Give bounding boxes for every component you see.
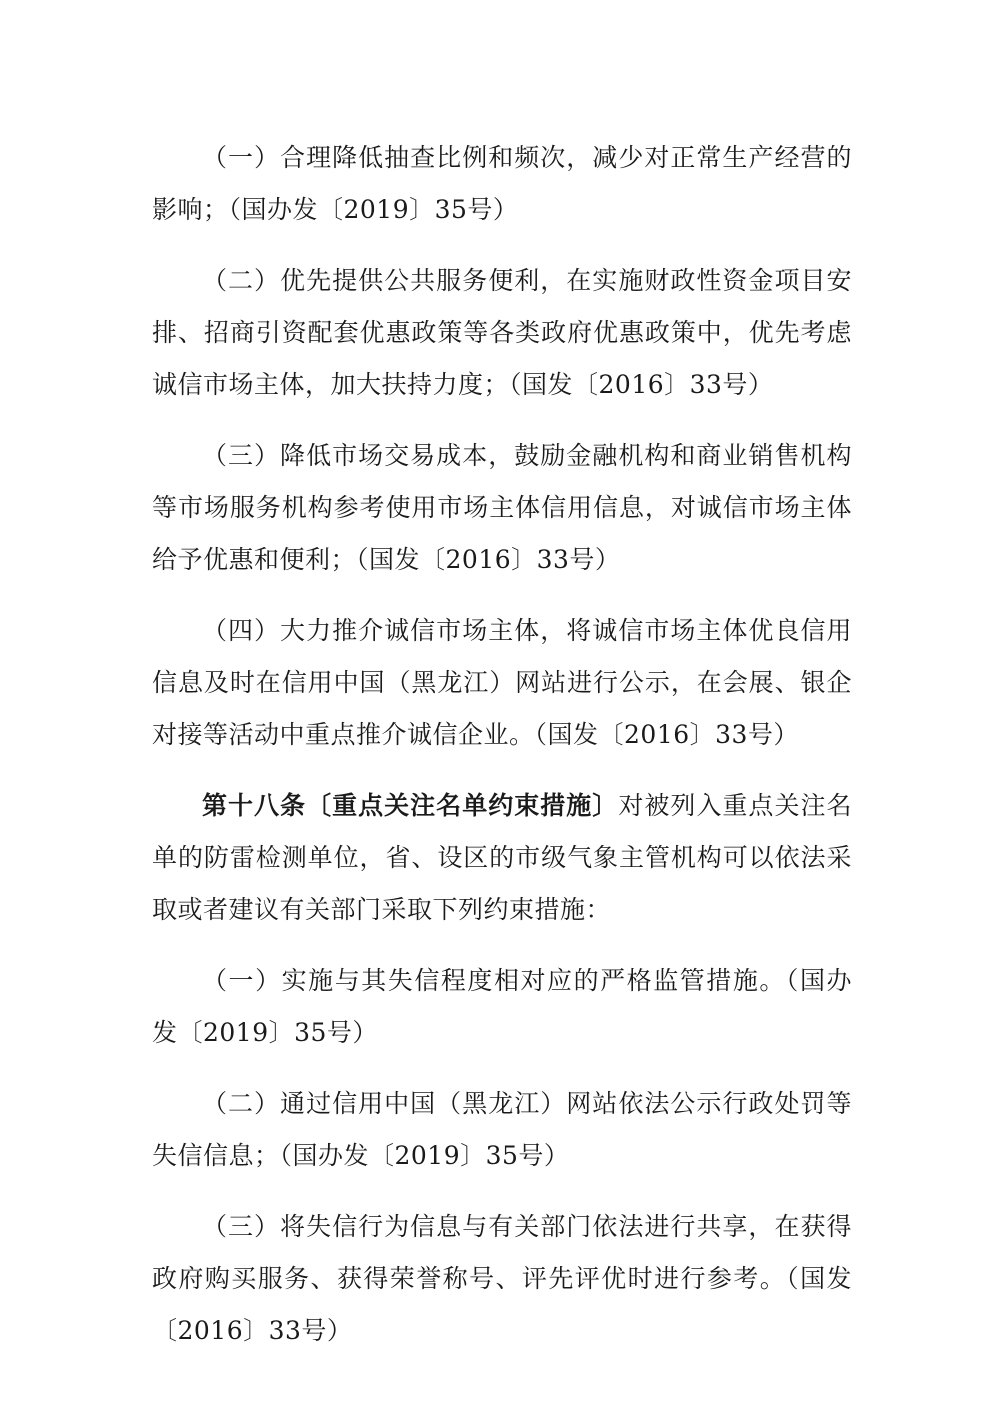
measure-item-2: （二）通过信用中国（黑龙江）网站依法公示行政处罚等失信信息；（国办发〔2019〕35号） bbox=[152, 1089, 852, 1170]
document-page bbox=[152, 132, 852, 1376]
incentive-item-2: （二）优先提供公共服务便利，在实施财政性资金项目安排、招商引资配套优惠政策等各类政府优惠政策中，优先考虑诚信市场主体，加大扶持力度；（国发〔2016〕33号） bbox=[152, 266, 852, 399]
article-18 bbox=[152, 780, 852, 936]
incentive-item-1: （一）合理降低抽查比例和频次，减少对正常生产经营的影响；（国办发〔2019〕35号） bbox=[152, 143, 852, 224]
measure-item-3: （三）将失信行为信息与有关部门依法进行共享，在获得政府购买服务、获得荣誉称号、评先评优时进行参考。（国发〔2016〕33号） bbox=[152, 1212, 852, 1345]
incentive-item-4: （四）大力推介诚信市场主体，将诚信市场主体优良信用信息及时在信用中国（黑龙江）网站进行公示，在会展、银企对接等活动中重点推介诚信企业。（国发〔2016〕33号） bbox=[152, 616, 852, 749]
article-title: 第十八条〔重点关注名单约束措施〕 bbox=[202, 791, 619, 820]
measure-item-1: （一）实施与其失信程度相对应的严格监管措施。（国办发〔2019〕35号） bbox=[152, 966, 852, 1047]
incentive-item-3: （三）降低市场交易成本，鼓励金融机构和商业销售机构等市场服务机构参考使用市场主体信用信息，对诚信市场主体给予优惠和便利；（国发〔2016〕33号） bbox=[152, 441, 852, 574]
article-body: 对被列入重点关注名单的防雷检测单位，省、设区的市级气象主管机构可以依法采取或者建议有关部门采取下列约束措施： bbox=[152, 791, 852, 924]
